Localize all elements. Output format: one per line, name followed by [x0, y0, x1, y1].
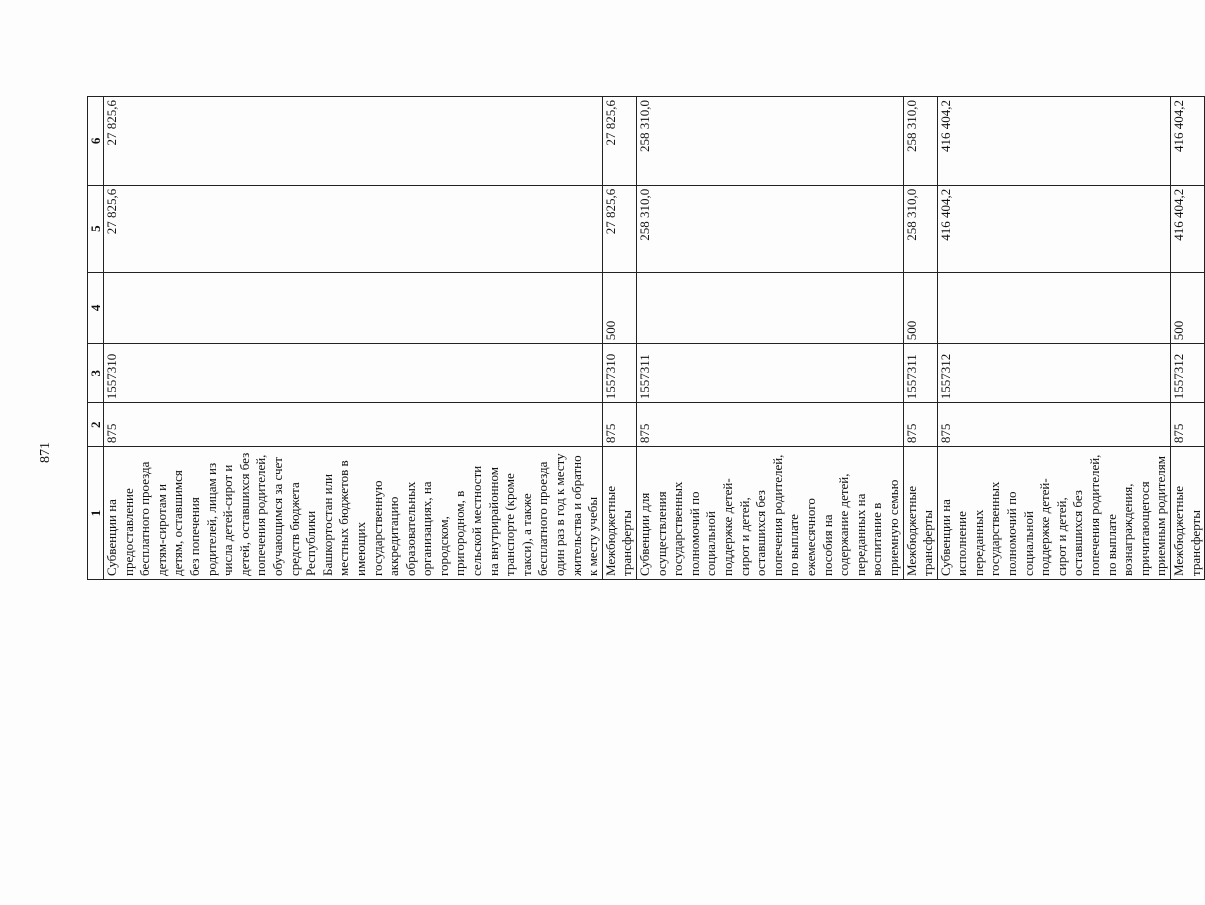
row-name: Межбюджетные трансферты: [602, 447, 636, 580]
row-col2: 875: [1171, 403, 1205, 447]
row-col5: 27 825,6: [602, 185, 636, 272]
row-col3: 1557312: [1171, 344, 1205, 403]
header-col-6: 6: [88, 97, 104, 186]
row-col2: 875: [637, 403, 904, 447]
row-col2: 875: [602, 403, 636, 447]
row-col3: 1557311: [637, 344, 904, 403]
row-col3: 1557310: [104, 344, 603, 403]
row-col2: 875: [937, 403, 1170, 447]
row-name: Межбюджетные трансферты: [903, 447, 937, 580]
row-col6: 27 825,6: [104, 97, 603, 186]
header-col-5: 5: [88, 185, 104, 272]
row-col4: [937, 272, 1170, 344]
table-row: [637, 97, 904, 580]
budget-table: [87, 96, 1205, 580]
row-col4: 500: [1171, 272, 1205, 344]
row-col2: 875: [104, 403, 603, 447]
row-col4: [104, 272, 603, 344]
row-col6: 416 404,2: [1171, 97, 1205, 186]
row-name: Межбюджетные трансферты: [1171, 447, 1205, 580]
table-row: [104, 97, 603, 580]
row-col6: 258 310,0: [903, 97, 937, 186]
page-number: 871: [38, 442, 53, 463]
header-col-4: 4: [88, 272, 104, 344]
row-name: Субвенции на исполнение переданных государственных полномочий по социальной поддержке детей-сирот и детей, оставшихся без попечения родителей, по выплате вознаграждения, причитающегося приемным родителям: [937, 447, 1170, 580]
row-col5: 416 404,2: [937, 185, 1170, 272]
row-col5: 416 404,2: [1171, 185, 1205, 272]
row-col6: 258 310,0: [637, 97, 904, 186]
table-row: [602, 97, 636, 580]
header-col-2: 2: [88, 403, 104, 447]
header-col-3: 3: [88, 344, 104, 403]
row-col5: 258 310,0: [637, 185, 904, 272]
header-row: [88, 97, 104, 580]
header-col-1: 1: [88, 447, 104, 580]
row-name: Субвенции для осуществления государственных полномочий по социальной поддержке детей-сирот и детей, оставшихся без попечения родителей, по выплате ежемесячного пособия на содержание детей, переданных на воспитание в приемную семью: [637, 447, 904, 580]
table-row: [1171, 97, 1205, 580]
table-row: [903, 97, 937, 580]
row-col2: 875: [903, 403, 937, 447]
row-col3: 1557311: [903, 344, 937, 403]
row-col5: 258 310,0: [903, 185, 937, 272]
row-col3: 1557312: [937, 344, 1170, 403]
row-name: Субвенции на предоставление бесплатного проезда детям-сиротам и детям, оставшимся без попечения родителей, лицам из числа детей-сирот и детей, оставшихся без попечения родителей, обучающимся за счет средств бюджета Республики Башкортостан или местных бюджетов в имеющих государственную аккредитацию образовательных организациях, на городском, пригородном, в сельской местности на внутрирайонном транспорте (кроме такси), а также бесплатного проезда один раз в год к месту жительства и обратно к месту учебы: [104, 447, 603, 580]
row-col4: 500: [903, 272, 937, 344]
row-col6: 416 404,2: [937, 97, 1170, 186]
table-row: [937, 97, 1170, 580]
row-col3: 1557310: [602, 344, 636, 403]
row-col4: [637, 272, 904, 344]
row-col6: 27 825,6: [602, 97, 636, 186]
row-col5: 27 825,6: [104, 185, 603, 272]
row-col4: 500: [602, 272, 636, 344]
